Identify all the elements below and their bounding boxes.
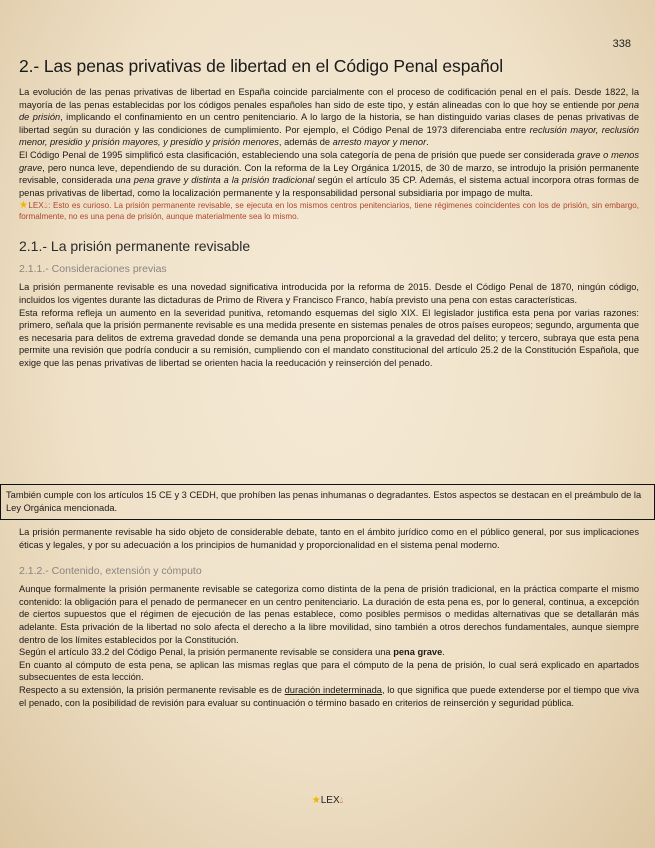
lex-note bbox=[19, 200, 639, 222]
lex-label: LEX bbox=[28, 201, 44, 211]
highlight-box-text: También cumple con los artículos 15 CE y 3 CEDH, que prohíben las penas inhumanas o degradantes. Estos aspectos se destacan en el preámbulo de la Ley Orgánica mencionada. bbox=[6, 490, 642, 513]
paragraph-articulo: Según el artículo 33.2 del Código Penal, la prisión permanente revisable se considera una pena grave. bbox=[19, 647, 445, 658]
content-after-box bbox=[19, 526, 639, 709]
highlight-box bbox=[0, 484, 655, 520]
page-number: 338 bbox=[612, 38, 631, 50]
subsection-title: 2.1.- La prisión permanente revisable bbox=[19, 238, 251, 255]
intro-paragraph-1: La evolución de las penas privativas de libertad en España coincide parcialmente con el proceso de codificación penal en el país. Desde 1822, la mayoría de las penas establecidas por los códigos penales españoles han sido de este tipo, y están alineadas con lo que hoy se entiende por pena de prisión, implicando el confinamiento en un centro penitenciario. A lo largo de la historia, se han distinguido varias clases de penas privativas de libertad según su duración y las condiciones de cumplimiento. Por ejemplo, el Código Penal de 1973 diferenciaba entre reclusión mayor, reclusión menor, presidio y prisión mayores, y presidio y prisión menores, además de arresto mayor y menor. bbox=[19, 87, 640, 148]
drop-icon: 💧︎ bbox=[43, 200, 49, 211]
subsubsection-title-1: 2.1.1.- Consideraciones previas bbox=[19, 263, 167, 276]
footer-drop-icon: 💧︎ bbox=[339, 795, 344, 805]
paragraph-debate: La prisión permanente revisable ha sido objeto de considerable debate, tanto en el ámbito jurídico como en el público general, por sus implicaciones éticas y legales, y por su adecuación a los principios de humanidad y proporcionalidad en el sistema penal moderno. bbox=[19, 527, 639, 550]
paragraph-contenido: Aunque formalmente la prisión permanente revisable se categoriza como distinta de la pena de prisión tradicional, en la práctica comparte el mismo contenido: la obligación para el penado de permanecer en un centro penitenciario. La duración de esta pena es, por lo general, continua, a excepción de ciertos supuestos que el régimen de ejecución de las penas establece, como posibles permisos o medidas alternativas que se detallarán más adelante. Esta privación de la libertad no solo afecta el derecho a la libre movilidad, sino también a otros derechos fundamentales, aunque siempre dentro de los límites establecidos por la Constitución. bbox=[19, 584, 639, 645]
footer-logo bbox=[0, 795, 655, 806]
main-content bbox=[19, 56, 639, 370]
paragraph-novedad: La prisión permanente revisable es una novedad significativa introducida por la reforma de 2015. Desde el Código Penal de 1870, ningún código, incluidos los vigentes durante las dictaduras de Primo de Rivera y Francisco Franco, había previsto una pena con estas características. bbox=[19, 282, 639, 305]
paragraph-computo: En cuanto al cómputo de esta pena, se aplican las mismas reglas que para el cómputo de la pena de prisión, lo cual será explicado en apartados subsecuentes de esta lección. bbox=[19, 659, 639, 683]
star-icon: ★ bbox=[19, 200, 29, 212]
footer-label: LEX bbox=[320, 795, 340, 806]
lex-note-text: : Esto es curioso. La prisión permanente revisable, se ejecuta en los mismos centros penitenciarios, tiene régimenes coincidentes con los de prisión, sin embargo, formalmente, no es una pena de prisión, aunque materialmente sea lo mismo. bbox=[19, 201, 640, 222]
paragraph-reforma: Esta reforma refleja un aumento en la severidad punitiva, retomando esquemas del siglo XIX. El legislador justifica esta pena por varias razones: primero, señala que la prisión permanente revisable es una medida presente en sistemas penales de otros países europeos; segundo, argumenta que es necesaria para delitos de extrema gravedad donde se demanda una pena proporcional a la gravedad del delito; y tercero, subraya que esta pena permite una revisión que podría conducir a su remisión, cumpliendo con el mandato constitucional del artículo 25.2 de la Constitución Española, que exige que las penas privativas de libertad se orienten hacia la reeducación y reinserción del penado. bbox=[19, 307, 639, 368]
section-title: 2.- Las penas privativas de libertad en el Código Penal español bbox=[19, 56, 504, 76]
footer-star-icon: ★ bbox=[311, 795, 321, 806]
subsubsection-title-2: 2.1.2.- Contenido, extensión y cómputo bbox=[19, 565, 202, 578]
intro-paragraph-2: El Código Penal de 1995 simplificó esta clasificación, estableciendo una sola categoría de pena de prisión que puede ser considerada grave o menos grave, pero nunca leve, dependiendo de su duración. Con la reforma de la Ley Orgánica 1/2015, de 30 de marzo, se introdujo la prisión permanente revisable, considerada una pena grave y distinta a la prisión tradicional según el artículo 35 CP. Además, el sistema actual incorpora otras formas de penas privativas de libertad, como la localización permanente y la responsabilidad personal subsidiaria por impago de multa. bbox=[19, 149, 640, 198]
paragraph-extension: Respecto a su extensión, la prisión permanente revisable es de duración indeterminada, lo que significa que puede extenderse por el tiempo que viva el penado, con la posibilidad de revisión para evaluar su continuación o término basado en criterios de reinserción y seguridad pública. bbox=[19, 684, 639, 708]
